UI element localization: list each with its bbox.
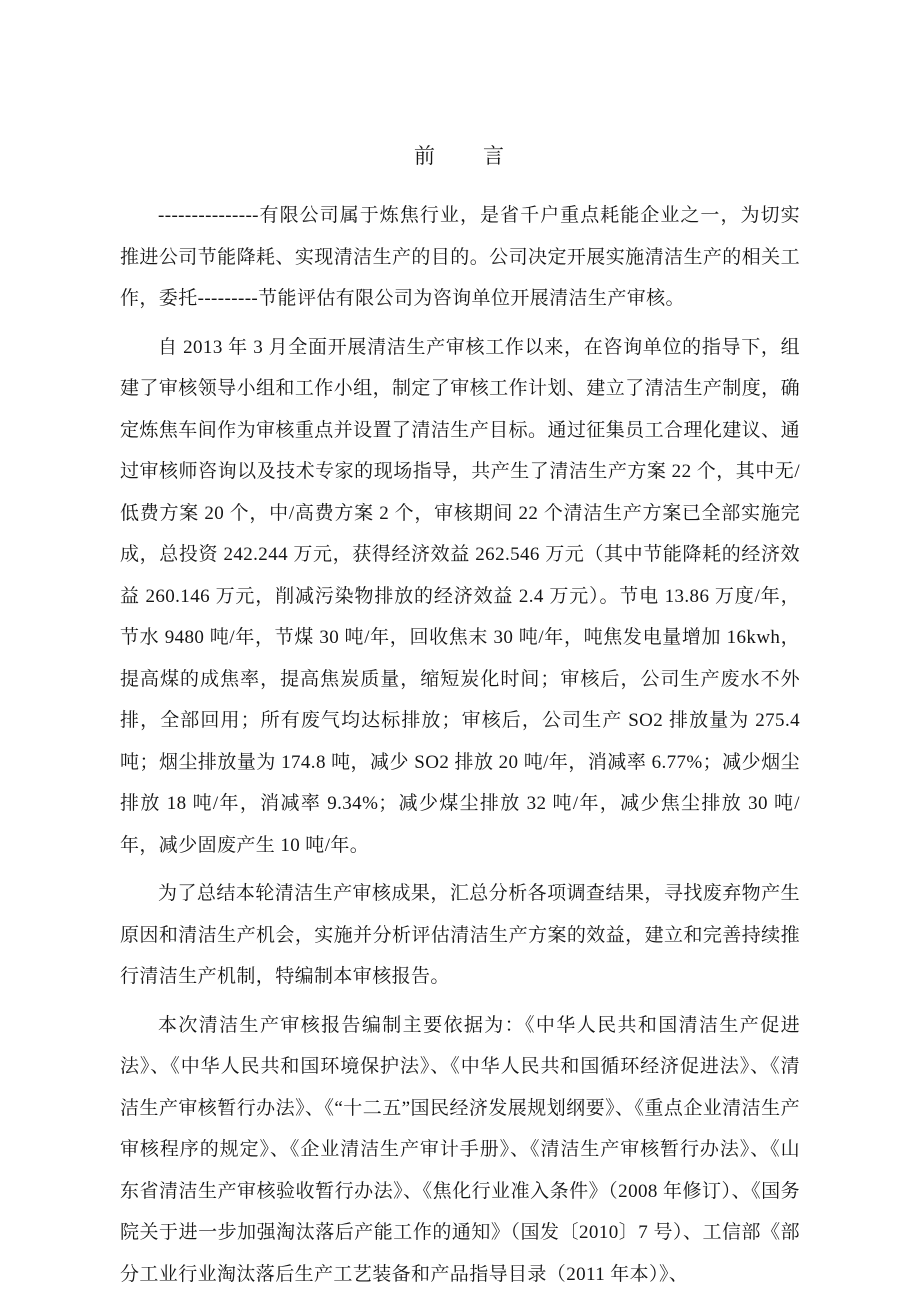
paragraph-company-intro: ---------------有限公司属于炼焦行业，是省千户重点耗能企业之一，为切实推进公司节能降耗、实现清洁生产的目的。公司决定开展实施清洁生产的相关工作，委托---------节能评估有限公司为咨询单位开展清洁生产审核。 xyxy=(120,205,800,309)
paragraph-audit-results: 自 2013 年 3 月全面开展清洁生产审核工作以来，在咨询单位的指导下，组建了审核领导小组和工作小组，制定了审核工作计划、建立了清洁生产制度，确定炼焦车间作为审核重点并设置了清洁生产目标。通过征集员工合理化建议、通过审核师咨询以及技术专家的现场指导，共产生了清洁生产方案 22 个，其中无/低费方案 20 个，中/高费方案 2 个，审核期间 22 个清洁生产方案已全部实施完成，总投资 242.244 万元，获得经济效益 262.546 万元（其中节能降耗的经济效益 260.146 万元，削减污染物排放的经济效益 2.4 万元）。节电 13.86 万度/年，节水 9480 吨/年，节煤 30 吨/年，回收焦末 30 吨/年，吨焦发电量增加 16kwh，提高煤的成焦率，提高焦炭质量，缩短炭化时间；审核后，公司生产废水不外排，全部回用；所有废气均达标排放；审核后，公司生产 SO2 排放量为 275.4 吨；烟尘排放量为 174.8 吨，减少 SO2 排放 20 吨/年，消减率 6.77%；减少烟尘排放 18 吨/年，消减率 9.34%；减少煤尘排放 32 吨/年，减少焦尘排放 30 吨/年，减少固废产生 10 吨/年。 xyxy=(120,336,800,856)
paragraph-legal-references: 本次清洁生产审核报告编制主要依据为：《中华人民共和国清洁生产促进法》、《中华人民共和国环境保护法》、《中华人民共和国循环经济促进法》、《清洁生产审核暂行办法》、《“十二五”国民经济发展规划纲要》、《重点企业清洁生产审核程序的规定》、《企业清洁生产审计手册》、《清洁生产审核暂行办法》、《山东省清洁生产审核验收暂行办法》、《焦化行业准入条件》（2008 年修订）、《国务院关于进一步加强淘汰落后产能工作的通知》（国发〔2010〕7 号）、工信部《部分工业行业淘汰落后生产工艺装备和产品指导目录（2011 年本）》、 xyxy=(120,1014,800,1285)
paragraph-report-purpose: 为了总结本轮清洁生产审核成果，汇总分析各项调查结果，寻找废弃物产生原因和清洁生产机会，实施并分析评估清洁生产方案的效益，建立和完善持续推行清洁生产机制，特编制本审核报告。 xyxy=(120,883,800,987)
document-title: 前 言 xyxy=(414,144,506,168)
